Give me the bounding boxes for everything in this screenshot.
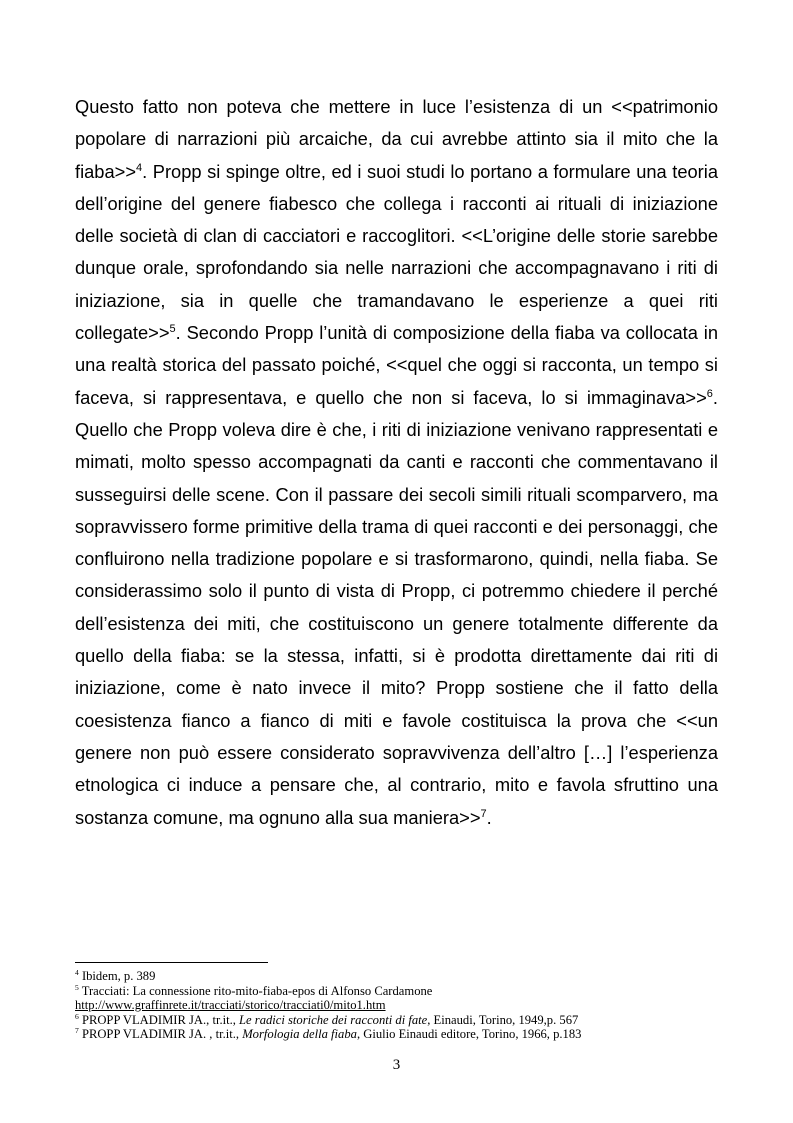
footnote-number: 6: [75, 1011, 79, 1021]
footnote-text: Tracciati: La connessione rito-mito-fiaba-epos di Alfonso Cardamone: [81, 983, 433, 998]
footnote-text: Ibidem, p. 389: [81, 969, 156, 983]
footnote-number: 5: [75, 982, 79, 992]
page-number: 3: [392, 1057, 401, 1073]
body-paragraph: [75, 91, 718, 834]
footnote-link[interactable]: http://www.graffinrete.it/tracciati/storico/tracciati0/mito1.htm: [75, 998, 386, 1012]
footnote-divider: [75, 962, 268, 963]
footnote-4: [75, 969, 725, 984]
paragraph-text: . Secondo Propp l’unità di composizione della fiaba va collocata in una realtà storica del passato poiché, <<quel che oggi si racconta, un tempo si faceva, si rappresentava, e quello che non si faceva, lo si immaginava>>: [75, 322, 718, 408]
footnote-number: 7: [75, 1025, 79, 1035]
footnote-book-title: Le radici storiche dei racconti di fate: [239, 1012, 428, 1027]
footnote-ref-6[interactable]: 6: [706, 387, 713, 400]
footnote-ref-7[interactable]: 7: [480, 807, 487, 820]
footnote-number: 4: [75, 967, 79, 977]
paragraph-text: Questo fatto non poteva che mettere in luce l’esistenza di un <<patrimonio popolare di narrazioni più arcaiche, da cui avrebbe attinto sia il mito che la fiaba>>: [75, 96, 718, 182]
paragraph-text: . Quello che Propp voleva dire è che, i riti di iniziazione venivano rappresentati e mimati, molto spesso accompagnati da canti e racconti che commentavano il susseguirsi delle scene. Con il passare dei secoli simili rituali scomparvero, ma sopravvissero forme primitive della trama di quei racconti e dei personaggi, che confluirono nella tradizione popolare e si trasformarono, quindi, nella fiaba. Se considerassimo solo il punto di vista di Propp, ci potremmo chiedere il perché dell’esistenza dei miti, che costituiscono un genere totalmente differente da quello della fiaba: se la stessa, infatti, si è prodotta direttamente dai riti di iniziazione, come è nato invece il mito? Propp sostiene che il fatto della coesistenza fianco a fianco di miti e favole costituisca la prova che <<un genere non può essere considerato sopravvivenza dell’altro […] l’esperienza etnologica ci induce a pensare che, al contrario, mito e favola sfruttino una sostanza comune, ma ognuno alla sua maniera>>: [75, 386, 718, 828]
footnote-7: [75, 1027, 725, 1042]
paragraph-text: . Propp si spinge oltre, ed i suoi studi lo portano a formulare una teoria dell’origine del genere fiabesco che collega i racconti ai rituali di iniziazione delle società di clan di cacciatori e raccoglitori. <<L’origine delle storie sarebbe dunque orale, sprofondando sia nelle narrazioni che accompagnavano i riti di iniziazione, sia in quelle che tramandavano le esperienze a quei riti collegate>>: [75, 160, 718, 344]
footnote-5: [75, 984, 725, 999]
footnote-6: [75, 1013, 725, 1028]
footnote-text: PROPP VLADIMIR JA. , tr.it.,: [81, 1027, 243, 1041]
footnote-text: , Giulio Einaudi editore, Torino, 1966, p.183: [356, 1027, 582, 1041]
footnote-text: PROPP VLADIMIR JA., tr.it.,: [81, 1012, 240, 1027]
footnote-text: , Einaudi, Torino, 1949,p. 567: [427, 1012, 579, 1027]
footnote-5-link-line: [75, 998, 725, 1013]
footnote-book-title: Morfologia della fiaba: [242, 1027, 357, 1041]
footnote-ref-5[interactable]: 5: [169, 322, 176, 335]
footnotes: [75, 969, 725, 1042]
footnote-ref-4[interactable]: 4: [136, 161, 143, 174]
paragraph-text: .: [486, 806, 492, 828]
